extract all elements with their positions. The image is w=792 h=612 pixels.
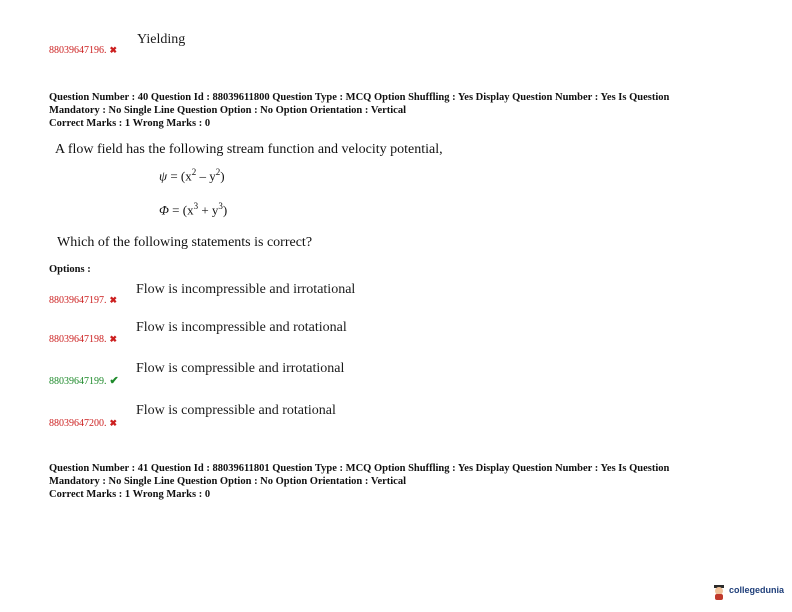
question-intro: A flow field has the following stream function and velocity potential, <box>55 142 443 157</box>
option-id: 88039647199. ✔ <box>49 375 119 387</box>
option-id: 88039647197. ✖ <box>49 295 118 306</box>
question-meta-line: Mandatory : No Single Line Question Option : No Option Orientation : Vertical <box>49 476 407 487</box>
wrong-icon: ✖ <box>109 295 118 305</box>
prev-option-id: 88039647196. ✖ <box>49 45 118 56</box>
option-id: 88039647200. ✖ <box>49 418 118 429</box>
check-icon: ✔ <box>109 375 119 387</box>
logo-wordmark: collegedunia <box>729 585 785 595</box>
question-meta-line: Question Number : 40 Question Id : 88039611800 Question Type : MCQ Option Shuffling : Yes Display Question Number : Yes Is Question <box>49 92 670 103</box>
question-40-meta <box>49 91 739 130</box>
wrong-icon: ✖ <box>109 45 118 55</box>
question-meta-line: Mandatory : No Single Line Question Option : No Option Orientation : Vertical <box>49 105 407 116</box>
option-text: Flow is compressible and rotational <box>136 403 336 418</box>
velocity-potential-equation: $\Phi = (x^3 + y^3)$ <box>159 201 228 218</box>
logo-tagline <box>729 595 784 598</box>
prev-option-text: Yielding <box>137 32 186 47</box>
question-marks: Correct Marks : 1 Wrong Marks : 0 <box>49 489 211 500</box>
option-text: Flow is incompressible and rotational <box>136 320 347 335</box>
options-label: Options : <box>49 264 91 275</box>
question-meta-line: Question Number : 41 Question Id : 88039611801 Question Type : MCQ Option Shuffling : Yes Display Question Number : Yes Is Question <box>49 463 670 474</box>
question-prompt: Which of the following statements is correct? <box>57 235 313 250</box>
stream-function-equation: $\psi = (x^2 - y^2)$ <box>159 167 225 184</box>
option-id: 88039647198. ✖ <box>49 334 118 345</box>
collegedunia-logo <box>712 584 784 600</box>
question-41-meta <box>49 462 739 501</box>
option-text: Flow is incompressible and irrotational <box>136 282 356 297</box>
mascot-icon <box>712 584 726 600</box>
wrong-icon: ✖ <box>109 418 118 428</box>
wrong-icon: ✖ <box>109 334 118 344</box>
question-marks: Correct Marks : 1 Wrong Marks : 0 <box>49 118 211 129</box>
option-text: Flow is compressible and irrotational <box>136 361 345 376</box>
